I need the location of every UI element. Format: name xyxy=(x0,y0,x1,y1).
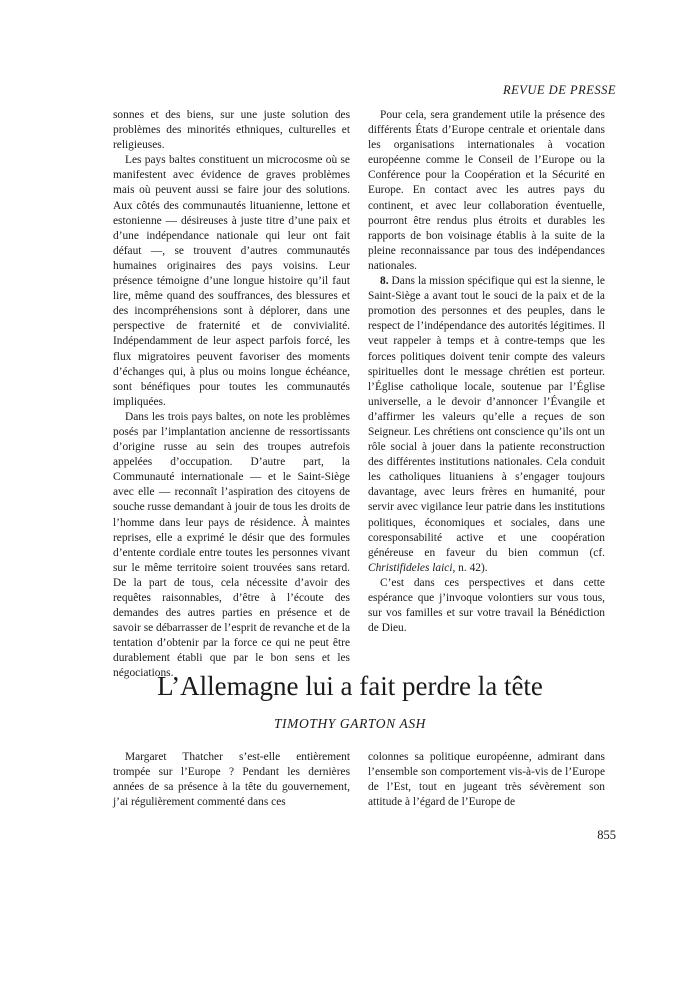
paragraph-number: 8. xyxy=(380,275,389,288)
article-title: L’Allemagne lui a fait perdre la tête xyxy=(157,671,543,701)
citation-end: , n. 42). xyxy=(452,561,488,574)
article-right-column xyxy=(368,750,605,810)
article-author: TIMOTHY GARTON ASH xyxy=(273,716,427,731)
right-column-top xyxy=(368,108,605,636)
paragraph-text: Dans la mission spécifique qui est la sienne, le Saint-Siège a avant tout le souci de la paix et de la promotion des personnes et des peuples, dans le respect de l’indépendance des autorités légitimes. Il veut rappeler à temps et à contre-temps que les forces politiques doivent tenir compte des valeurs spirituelles dont le message chrétien est porteur. l’Église catholique locale, soutenue par l’Église universelle, a le devoir d’annoncer l’Évangile et d’affirmer les valeurs qu’elle a reçues de son Seigneur. Les chrétiens ont conscience qu’ils ont un rôle social à jouer dans la patiente reconstruction des différentes institutions nationales. Cela conduit les catholiques lituaniens à s’engager toujours davantage, avec leurs frères en humanité, pour servir avec vigilance leur patrie dans les institutions politiques, économiques et sociales, dans une coresponsabilité active et une coopération généreuse en faveur du bien commun (cf. xyxy=(368,275,605,559)
paragraph: Pour cela, sera grandement utile la présence des différents États d’Europe centrale et orientale dans les organisations internationales à vocation européenne comme le Conseil de l’Europe ou la Conférence pour la Coopération et la Sécurité en Europe. En contact avec les autres pays du continent, et avec leur collaboration éventuelle, pourront être rendus plus étroits et durables les rapports de bon voisinage établis à la suite de la pleine reconnaissance par tous des indépendances nationales. xyxy=(368,109,605,272)
paragraph: C’est dans ces perspectives et dans cette espérance que j’invoque volontiers sur vous tous, sur vos familles et sur votre travail la Bénédiction de Dieu. xyxy=(368,576,605,635)
article-left-column xyxy=(113,750,350,810)
page-number: 855 xyxy=(597,828,616,842)
left-column-top xyxy=(113,108,350,682)
paragraph: sonnes et des biens, sur une juste solution des problèmes des minorités ethniques, culturelles et religieuses. xyxy=(113,109,350,152)
running-head: REVUE DE PRESSE xyxy=(502,83,616,97)
paragraph: Margaret Thatcher s’est-elle entièrement trompée sur l’Europe ? Pendant les dernières années de sa présence à la tête du gouvernement, j’ai régulièrement commenté dans ces xyxy=(113,751,350,809)
paragraph: Les pays baltes constituent un microcosme où se manifestent avec évidence de graves problèmes mais où peuvent aussi se faire jour des solutions. Aux côtés des communautés lituanienne, lettone et estonienne — désireuses à juste titre d’une paix et d’une indépendance nationale qui leur ont fait défaut —, se trouvent d’autres communautés humaines originaires des pays voisins. Leur présence témoigne d’une longue histoire qu’il faut lire, même quand des souffrances, des blessures et des incompréhensions sont à déplorer, dans une perspective de fraternité et de convivialité. Indépendamment de leur aspect parfois forcé, les flux migratoires peuvent favoriser des moments d’échanges qui, à plus ou moins longue échéance, sont bénéfiques pour toutes les communautés impliquées. xyxy=(113,154,350,408)
paragraph: colonnes sa politique européenne, admirant dans l’ensemble son comportement vis-à-vis de l’Europe de l’Est, tout en jugeant très sévèrement son attitude à l’égard de l’Europe de xyxy=(368,751,605,809)
paragraph-numbered xyxy=(368,274,605,576)
citation: Christifideles laici xyxy=(368,561,453,574)
paragraph: Dans les trois pays baltes, on note les problèmes posés par l’implantation ancienne de ressortissants d’origine russe au sein des troupes autrefois appelées d’occupation. D’autre part, la Communauté internationale — et le Saint-Siège avec elle — reconnaît l’aspiration des citoyens de souche russe demandant à jouir de tous les droits de l’homme dans leur pays de résidence. À maintes reprises, elle a exprimé le désir que des formules d’entente cordiale entre toutes les personnes vivant sur le même territoire soient trouvées sans retard. De la part de tous, cela nécessite d’avoir des requêtes raisonnables, d’être à l’écoute des demandes des autres parties en présence et de savoir se débarrasser de l’esprit de revanche et de la tentation d’obtenir par la force ce qui ne peut être durablement établi que par le bon sens et les négociations. xyxy=(113,410,350,680)
